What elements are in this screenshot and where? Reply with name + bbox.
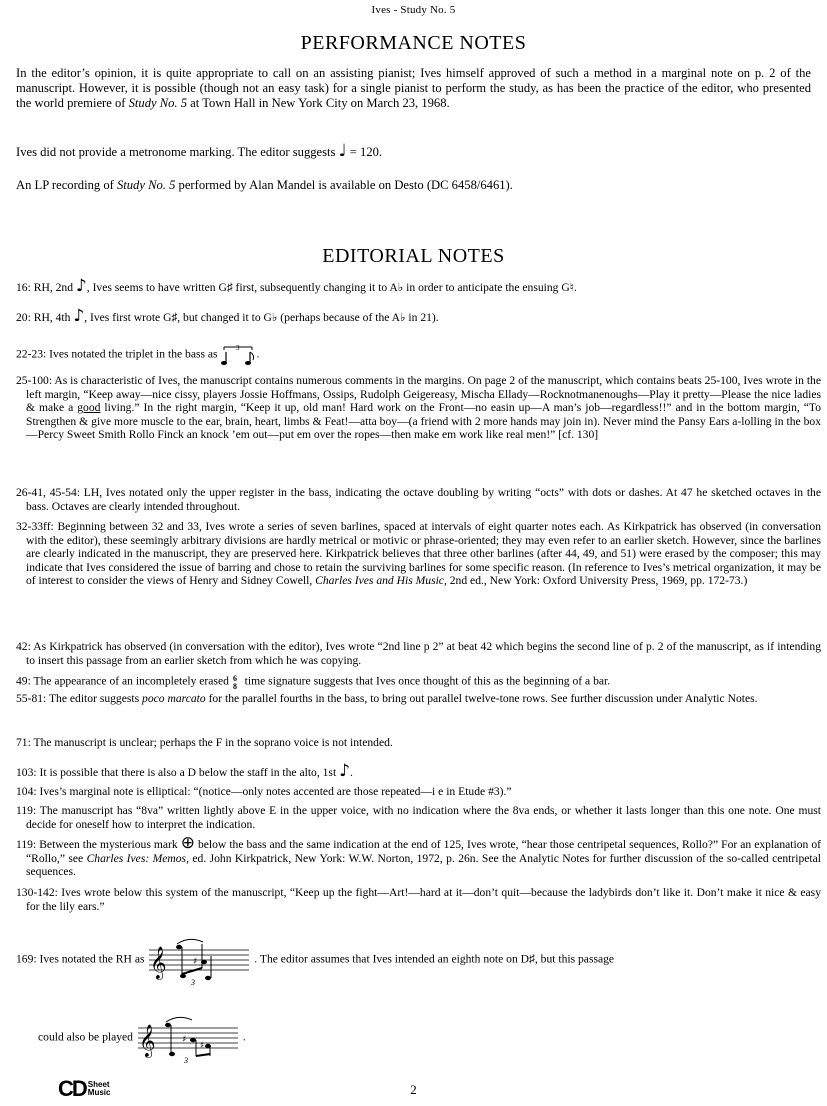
- svg-text:6: 6: [232, 674, 237, 683]
- note-169: 169: Ives notated the RH as 𝄞 ♯ 3 . The editor assumes that Ives intended an eighth note on D♯, but this passage: [16, 934, 811, 986]
- svg-text:♯: ♯: [181, 1035, 187, 1045]
- note-22-23: 22-23: Ives notated the triplet in the bass as 3 .: [16, 344, 811, 366]
- note-130-142: 130-142: Ives wrote below this system of the manuscript, “Keep up the fight—Art!—hard at it—don’t quit—because the ladybirds don’t like it. Don’t make it nice & easy for the lily ears.”: [16, 886, 821, 913]
- note-119-8va: 119: The manuscript has “8va” written lightly above E in the upper voice, with no indication where the 8va ends, or whether it lasts longer than this one note. One must decide for oneself how to interpret the indication.: [16, 804, 821, 831]
- performance-paragraph-1: In the editor’s opinion, it is quite appropriate to call on an assisting pianist; Ives himself approved of such a method in a marginal note on p. 2 of the manuscript. However, it is possible (though not an easy task) for a single pianist to perform the study, as has been the practice of the editor, who presented the world premiere of Study No. 5 at Town Hall in New York City on March 23, 1968.: [16, 66, 811, 110]
- svg-text:♯: ♯: [199, 1041, 205, 1051]
- note-55-81: 55-81: The editor suggests poco marcato for the parallel fourths in the bass, to bring out parallel twelve-tone rows. See further discussion under Analytic Notes.: [16, 692, 758, 705]
- eighth-note-icon: ♪: [73, 306, 85, 326]
- eighth-note-icon: ♪: [339, 761, 350, 781]
- note-32-33ff: 32-33ff: Beginning between 32 and 33, Ives wrote a series of seven barlines, spaced at intervals of eight quarter notes each. As Kirkpatrick has observed (in conversation with the editor), these seemingly arbitrary divisions are hardly metrical or motivic or phrase-oriented; they may even refer to an earlier sketch. However, since the barlines are clearly indicated in the manuscript, they are preserved here. Kirkpatrick believes that three other barlines (after 44, 49, and 51) were erased by the composer; this may indicate that Ives considered the issue of barring and chose to retain the surviving barlines for some specific reason. (In reference to Ives’s metrical organization, it may be of interest to consider the views of Henry and Sidney Cowell, Charles Ives and His Music, 2nd ed., New York: Oxford University Press, 1969, pp. 172-73.): [16, 520, 821, 588]
- quarter-note-icon: ♩: [338, 141, 347, 161]
- time-signature-icon: [232, 674, 242, 690]
- note-20: 20: RH, 4th ♪, Ives first wrote G♯, but changed it to G♭ (perhaps because of the A♭ in 21).: [16, 306, 439, 326]
- svg-text:𝄞: 𝄞: [150, 946, 167, 979]
- note-42: 42: As Kirkpatrick has observed (in conversation with the editor), Ives wrote “2nd line p 2” at beat 42 which begins the second line of p. 2 of the manuscript, as if intending to insert this passage from an earlier sketch from which he was copying.: [16, 640, 821, 667]
- performance-paragraph-3: An LP recording of Study No. 5 performed by Alan Mandel is available on Desto (DC 6458/6461).: [16, 178, 513, 192]
- performance-paragraph-2: Ives did not provide a metronome marking. The editor suggests ♩ = 120.: [16, 141, 383, 161]
- cd-sheet-music-logo: CD Sheet Music: [58, 1076, 111, 1101]
- note-49: 49: The appearance of an incompletely erased 6 8 time signature suggests that Ives once thought of this as the beginning of a bar.: [16, 674, 611, 690]
- note-169-alt: could also be played 𝄞 ♯ ♯ 3 .: [38, 1012, 338, 1064]
- svg-text:8: 8: [232, 682, 237, 690]
- note-16: 16: RH, 2nd ♪, Ives seems to have written G♯ first, subsequently changing it to A♭ in order to anticipate the ensuing G♮.: [16, 276, 577, 296]
- svg-text:3: 3: [191, 978, 196, 986]
- svg-text:♯: ♯: [193, 957, 198, 967]
- note-25-100: 25-100: As is characteristic of Ives, the manuscript contains numerous comments in the margins. On page 2 of the manuscript, which contains beats 25-100, Ives wrote in the left margin, “Keep away—nice cissy, players Jossie Hoffmans, Ossips, Rudolph Geigereasy, Mischa Ellady—Rocknotmanenoughs—Play it pretty—Please the nice ladies & make a good living.” In the right margin, “Keep it up, old man! Hard work on the Front—no easin up—A man’s job—regardless!!” and in the bottom margin, “To Strengthen & give more muscle to the ear, brain, heart, limbs & Feat!—atta boy—(a friend with 2 more hands may join in). Never mind the Pansy Ears a-lolling in the box—Percy Sweet Smith Rollo Finck an knock ’em out—put em over the ropes—then make em work like real men!” [cf. 130]: [16, 374, 822, 442]
- note-26-41: 26-41, 45-54: LH, Ives notated only the upper register in the bass, indicating the octave doubling by writing “octs” with dots or dashes. At 47 he sketched octaves in the bass. Octaves are clearly intended throughout.: [16, 486, 821, 513]
- performance-notes-heading: PERFORMANCE NOTES: [300, 32, 527, 54]
- note-119-centripetal: 119: Between the mysterious mark ⊕ below the bass and the same indication at the end of 125, Ives wrote, “hear those centripetal sequences, Rollo?” For an explanation of “Rollo,” see Charles Ives: Memos, ed. John Kirkpatrick, New York: W.W. Norton, 1972, p. 26n. See the Analytic Notes for further discussion of the so-called centripetal sequences.: [16, 833, 822, 879]
- editorial-notes-heading: EDITORIAL NOTES: [322, 245, 505, 267]
- page-number: 2: [410, 1082, 417, 1097]
- music-example-original: [147, 934, 251, 986]
- music-example-alternative: [136, 1012, 240, 1064]
- running-head: Ives - Study No. 5: [371, 4, 456, 16]
- svg-text:3: 3: [236, 344, 240, 352]
- note-71: 71: The manuscript is unclear; perhaps the F in the soprano voice is not intended.: [16, 736, 393, 749]
- note-103: 103: It is possible that there is also a D below the staff in the alto, 1st ♪.: [16, 761, 353, 781]
- note-104: 104: Ives’s marginal note is elliptical: “(notice—only notes accented are those repeated—i e in Etude #3).”: [16, 785, 512, 798]
- triplet-rhythm-icon: [220, 344, 256, 366]
- circled-plus-mark-icon: ⊕: [180, 833, 195, 853]
- eighth-note-icon: ♪: [75, 276, 87, 296]
- svg-text:𝄞: 𝄞: [138, 1024, 156, 1057]
- svg-text:3: 3: [183, 1056, 188, 1064]
